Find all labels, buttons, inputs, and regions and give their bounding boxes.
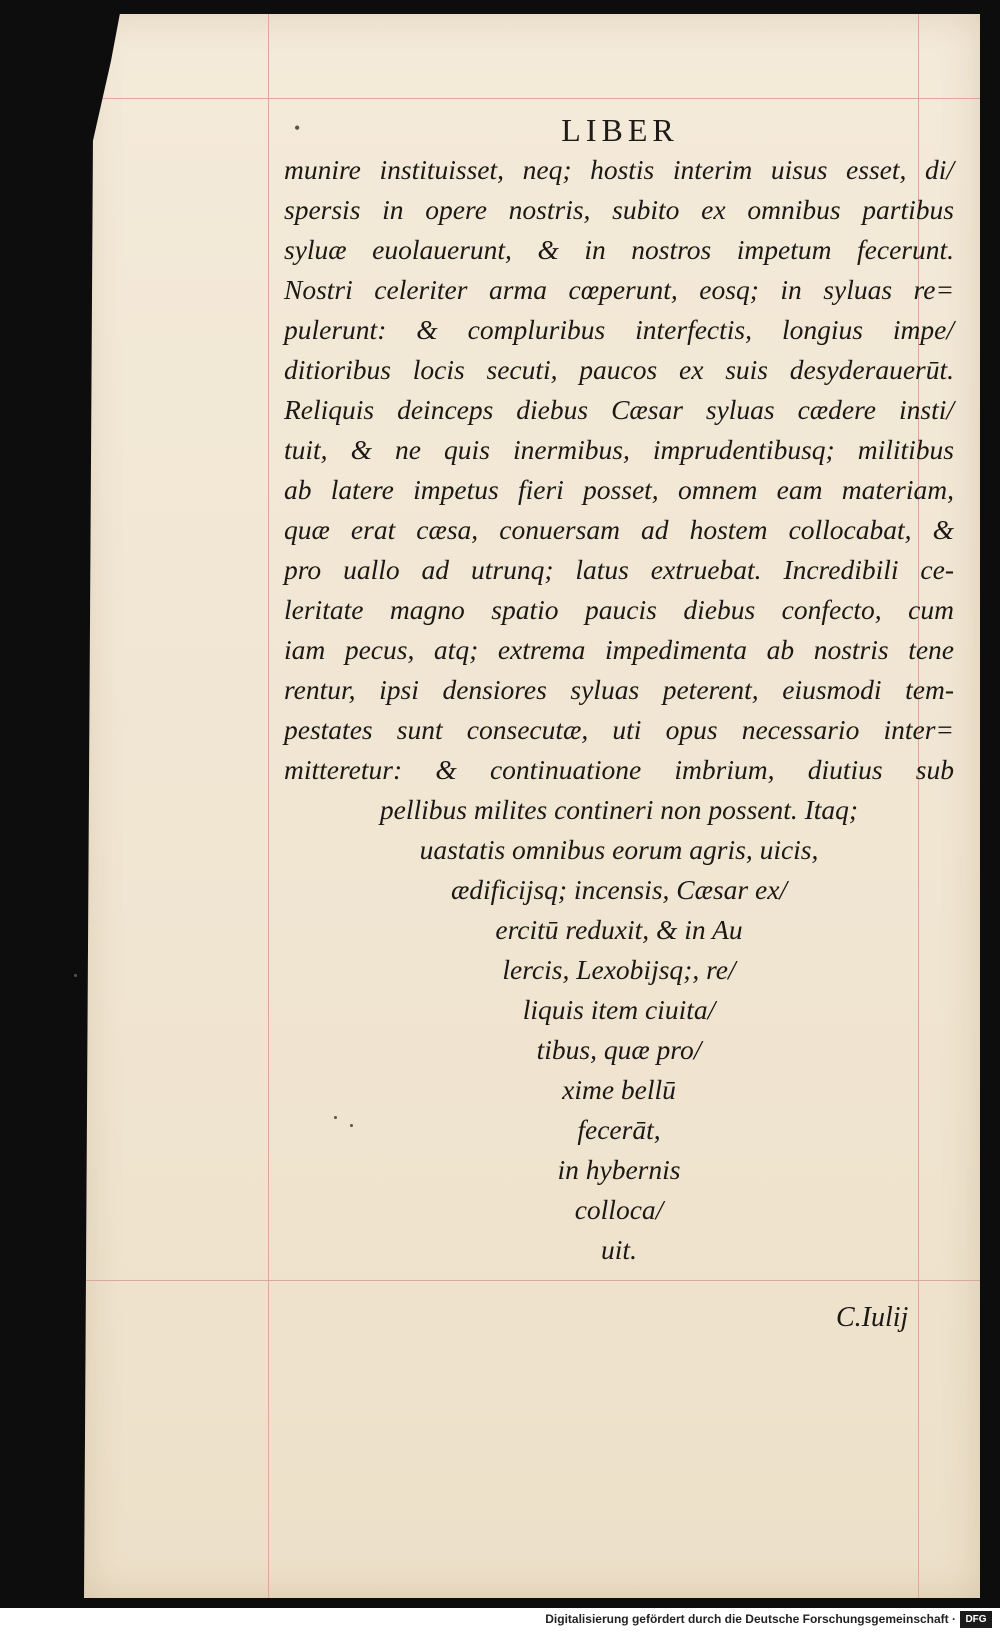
margin-rule-top — [84, 98, 980, 99]
text-line: leritate magno spatio paucis diebus confecto, cum — [284, 594, 954, 625]
ink-speck — [74, 974, 77, 977]
digitization-footer — [0, 1608, 1000, 1632]
text-line: munire instituisset, neq; hostis interim uisus esset, di/ — [284, 154, 954, 185]
funding-credit: Digitalisierung gefördert durch die Deutsche Forschungsgemeinschaft · — [545, 1612, 956, 1626]
taper-line: uastatis omnibus eorum agris, uicis, — [419, 834, 819, 865]
text-line: mitteretur: & continuatione imbrium, diutius sub — [284, 754, 954, 785]
text-line: iam pecus, atq; extrema impedimenta ab nostris tene — [284, 634, 954, 665]
text-line: rentur, ipsi densiores syluas peterent, eiusmodi tem- — [284, 674, 954, 705]
text-line: pro uallo ad utrunq; latus extruebat. Incredibili ce- — [284, 554, 954, 585]
taper-line: fecerāt, — [577, 1114, 661, 1145]
catchword: C.Iulij — [836, 1302, 909, 1333]
taper-line: colloca/ — [574, 1194, 664, 1225]
text-line: pulerunt: & compluribus interfectis, longius impe/ — [284, 314, 954, 345]
ink-speck — [350, 1124, 353, 1127]
running-head: LIBER — [561, 112, 679, 148]
text-line: pestates sunt consecutæ, uti opus necessario inter= — [284, 714, 954, 745]
taper-line: ercitū reduxit, & in Au — [495, 914, 743, 945]
text-line: Reliquis deinceps diebus Cæsar syluas cædere insti/ — [284, 394, 954, 425]
taper-line: lercis, Lexobijsq;, re/ — [502, 954, 736, 985]
taper-line: tibus, quæ pro/ — [536, 1034, 702, 1065]
body-text — [284, 150, 954, 1270]
margin-rule-bottom — [84, 1280, 980, 1281]
text-line: quæ erat cæsa, conuersam ad hostem collocabat, & — [284, 514, 954, 545]
taper-line: in hybernis — [557, 1154, 681, 1185]
ink-speck — [334, 1116, 337, 1119]
page-header — [280, 112, 960, 152]
taper-line: ædificijsq; incensis, Cæsar ex/ — [450, 874, 788, 905]
text-line: Nostri celeriter arma cœperunt, eosq; in syluas re= — [284, 274, 954, 305]
text-line: ditioribus locis secuti, paucos ex suis desyderauerūt. — [284, 354, 954, 385]
text-line: ab latere impetus fieri posset, omnem eam materiam, — [284, 474, 954, 505]
text-line: spersis in opere nostris, subito ex omnibus partibus — [284, 194, 954, 225]
dfg-logo: DFG — [960, 1611, 992, 1628]
text-line: syluæ euolauerunt, & in nostros impetum fecerunt. — [284, 234, 954, 265]
taper-line: xime bellū — [562, 1074, 676, 1105]
text-line: tuit, & ne quis inermibus, imprudentibusq; militibus — [284, 434, 954, 465]
page-mark: • — [294, 118, 301, 138]
taper-line: liquis item ciuita/ — [522, 994, 716, 1025]
taper-line: uit. — [601, 1234, 637, 1265]
margin-rule-left — [268, 14, 269, 1598]
taper-line: pellibus milites contineri non possent. Itaq; — [379, 794, 859, 825]
